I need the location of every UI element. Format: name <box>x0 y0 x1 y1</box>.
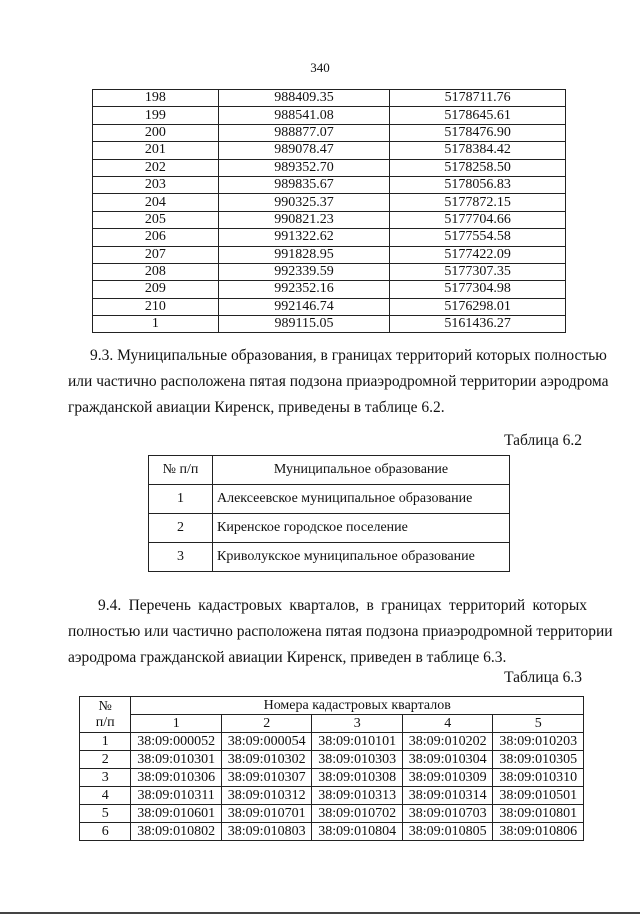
cell-cadastral-quarter: 38:09:010301 <box>131 751 222 769</box>
table-row <box>93 298 566 315</box>
cell-y-coordinate: 5178711.76 <box>390 90 566 107</box>
paragraph-line: гражданской авиации Киренск, приведены в таблице 6.2. <box>68 399 445 416</box>
cell-y-coordinate: 5178476.90 <box>390 124 566 141</box>
table-row <box>93 176 566 193</box>
table-6-3-caption: Таблица 6.3 <box>504 669 582 686</box>
table-row <box>93 194 566 211</box>
cell-cadastral-quarter: 38:09:010601 <box>131 805 222 823</box>
cell-y-coordinate: 5177422.09 <box>390 246 566 263</box>
cell-y-coordinate: 5177307.35 <box>390 263 566 280</box>
table-row <box>149 485 510 514</box>
cell-cadastral-quarter: 38:09:010805 <box>402 823 493 841</box>
table-header-row <box>149 456 510 485</box>
table-row <box>93 124 566 141</box>
header-num-top: № <box>98 698 112 714</box>
paragraph-line: или частично расположена пятая подзона приаэродромной территории аэродрома <box>68 373 609 390</box>
cell-point-number: 200 <box>93 124 219 141</box>
cell-x-coordinate: 992146.74 <box>218 298 390 315</box>
cell-x-coordinate: 992352.16 <box>218 281 390 298</box>
header-col: 4 <box>402 715 493 733</box>
table-header-row <box>80 715 584 733</box>
cell-x-coordinate: 988877.07 <box>218 124 390 141</box>
table-row <box>93 316 566 333</box>
cell-point-number: 201 <box>93 142 219 159</box>
cell-cadastral-quarter: 38:09:010303 <box>312 751 403 769</box>
cadastral-table <box>79 696 584 841</box>
table-row <box>80 823 584 841</box>
paragraph-line: 9.3. Муниципальные образования, в границах территорий которых полностью <box>90 347 607 364</box>
cell-num: 2 <box>80 751 131 769</box>
header-col: 3 <box>312 715 403 733</box>
table-row <box>149 543 510 572</box>
cell-cadastral-quarter: 38:09:010313 <box>312 787 403 805</box>
cell-y-coordinate: 5178645.61 <box>390 107 566 124</box>
cell-point-number: 205 <box>93 211 219 228</box>
header-group: Номера кадастровых кварталов <box>131 697 584 715</box>
cell-cadastral-quarter: 38:09:010702 <box>312 805 403 823</box>
cell-x-coordinate: 990821.23 <box>218 211 390 228</box>
header-num-bottom: п/п <box>95 714 115 730</box>
cell-x-coordinate: 989115.05 <box>218 316 390 333</box>
cell-cadastral-quarter: 38:09:010305 <box>493 751 584 769</box>
cell-point-number: 208 <box>93 263 219 280</box>
header-col: 2 <box>221 715 312 733</box>
header-num <box>80 697 131 733</box>
paragraph-line: 9.4. Перечень кадастровых кварталов, в границах территорий которых <box>98 597 587 614</box>
cell-x-coordinate: 988541.08 <box>218 107 390 124</box>
table-header-row <box>80 697 584 715</box>
cell-cadastral-quarter: 38:09:010302 <box>221 751 312 769</box>
header-col: 5 <box>493 715 584 733</box>
cell-y-coordinate: 5177304.98 <box>390 281 566 298</box>
paragraph-line: аэродрома гражданской авиации Киренск, приведен в таблице 6.3. <box>68 649 507 666</box>
table-row <box>93 159 566 176</box>
cell-cadastral-quarter: 38:09:010806 <box>493 823 584 841</box>
table-row <box>80 787 584 805</box>
cell-cadastral-quarter: 38:09:010803 <box>221 823 312 841</box>
cell-point-number: 207 <box>93 246 219 263</box>
cell-point-number: 204 <box>93 194 219 211</box>
cell-y-coordinate: 5161436.27 <box>390 316 566 333</box>
header-name: Муниципальное образование <box>213 456 510 485</box>
cell-name: Алексеевское муниципальное образование <box>213 485 510 514</box>
scan-edge-line <box>0 912 640 914</box>
cell-cadastral-quarter: 38:09:010312 <box>221 787 312 805</box>
paragraph-line: полностью или частично расположена пятая подзона приаэродромной территории <box>68 623 613 640</box>
coordinates-table <box>92 89 566 333</box>
cell-num: 4 <box>80 787 131 805</box>
cell-cadastral-quarter: 38:09:010501 <box>493 787 584 805</box>
cell-num: 5 <box>80 805 131 823</box>
cell-name: Киренское городское поселение <box>213 514 510 543</box>
cell-x-coordinate: 989078.47 <box>218 142 390 159</box>
cell-point-number: 199 <box>93 107 219 124</box>
cell-cadastral-quarter: 38:09:010802 <box>131 823 222 841</box>
cell-cadastral-quarter: 38:09:010314 <box>402 787 493 805</box>
cell-num: 2 <box>149 514 213 543</box>
cell-cadastral-quarter: 38:09:010801 <box>493 805 584 823</box>
cell-cadastral-quarter: 38:09:000054 <box>221 733 312 751</box>
cell-num: 1 <box>149 485 213 514</box>
municipalities-table <box>148 455 510 572</box>
table-row <box>93 281 566 298</box>
cell-y-coordinate: 5177704.66 <box>390 211 566 228</box>
cell-point-number: 202 <box>93 159 219 176</box>
table-row <box>93 107 566 124</box>
cell-num: 3 <box>80 769 131 787</box>
cell-name: Криволукское муниципальное образование <box>213 543 510 572</box>
cell-cadastral-quarter: 38:09:010203 <box>493 733 584 751</box>
table-row <box>149 514 510 543</box>
cell-cadastral-quarter: 38:09:010309 <box>402 769 493 787</box>
cell-x-coordinate: 989352.70 <box>218 159 390 176</box>
cell-y-coordinate: 5178056.83 <box>390 176 566 193</box>
header-col: 1 <box>131 715 222 733</box>
cell-cadastral-quarter: 38:09:010311 <box>131 787 222 805</box>
table-row <box>80 805 584 823</box>
header-num: № п/п <box>149 456 213 485</box>
cell-point-number: 198 <box>93 90 219 107</box>
cell-x-coordinate: 991322.62 <box>218 229 390 246</box>
table-row <box>93 211 566 228</box>
cell-point-number: 210 <box>93 298 219 315</box>
cell-cadastral-quarter: 38:09:010308 <box>312 769 403 787</box>
page-number: 340 <box>310 60 330 75</box>
cell-y-coordinate: 5177554.58 <box>390 229 566 246</box>
cell-cadastral-quarter: 38:09:010101 <box>312 733 403 751</box>
cell-y-coordinate: 5178258.50 <box>390 159 566 176</box>
table-6-2-caption: Таблица 6.2 <box>504 432 582 449</box>
table-row <box>93 246 566 263</box>
cell-cadastral-quarter: 38:09:000052 <box>131 733 222 751</box>
cell-y-coordinate: 5178384.42 <box>390 142 566 159</box>
cell-cadastral-quarter: 38:09:010701 <box>221 805 312 823</box>
cell-point-number: 203 <box>93 176 219 193</box>
cell-cadastral-quarter: 38:09:010310 <box>493 769 584 787</box>
cell-cadastral-quarter: 38:09:010703 <box>402 805 493 823</box>
cell-point-number: 206 <box>93 229 219 246</box>
cell-cadastral-quarter: 38:09:010307 <box>221 769 312 787</box>
cell-cadastral-quarter: 38:09:010202 <box>402 733 493 751</box>
table-row <box>93 263 566 280</box>
paragraph-9-4 <box>68 593 613 671</box>
cell-cadastral-quarter: 38:09:010304 <box>402 751 493 769</box>
cell-point-number: 1 <box>93 316 219 333</box>
cell-x-coordinate: 992339.59 <box>218 263 390 280</box>
cell-cadastral-quarter: 38:09:010804 <box>312 823 403 841</box>
table-row <box>80 751 584 769</box>
cell-num: 6 <box>80 823 131 841</box>
cell-num: 1 <box>80 733 131 751</box>
cell-x-coordinate: 990325.37 <box>218 194 390 211</box>
table-row <box>80 733 584 751</box>
cell-x-coordinate: 989835.67 <box>218 176 390 193</box>
cell-point-number: 209 <box>93 281 219 298</box>
table-row <box>80 769 584 787</box>
cell-y-coordinate: 5177872.15 <box>390 194 566 211</box>
table-row <box>93 142 566 159</box>
table-row <box>93 90 566 107</box>
cell-x-coordinate: 991828.95 <box>218 246 390 263</box>
paragraph-9-3 <box>68 343 609 421</box>
cell-cadastral-quarter: 38:09:010306 <box>131 769 222 787</box>
cell-x-coordinate: 988409.35 <box>218 90 390 107</box>
cell-y-coordinate: 5176298.01 <box>390 298 566 315</box>
table-row <box>93 229 566 246</box>
cell-num: 3 <box>149 543 213 572</box>
